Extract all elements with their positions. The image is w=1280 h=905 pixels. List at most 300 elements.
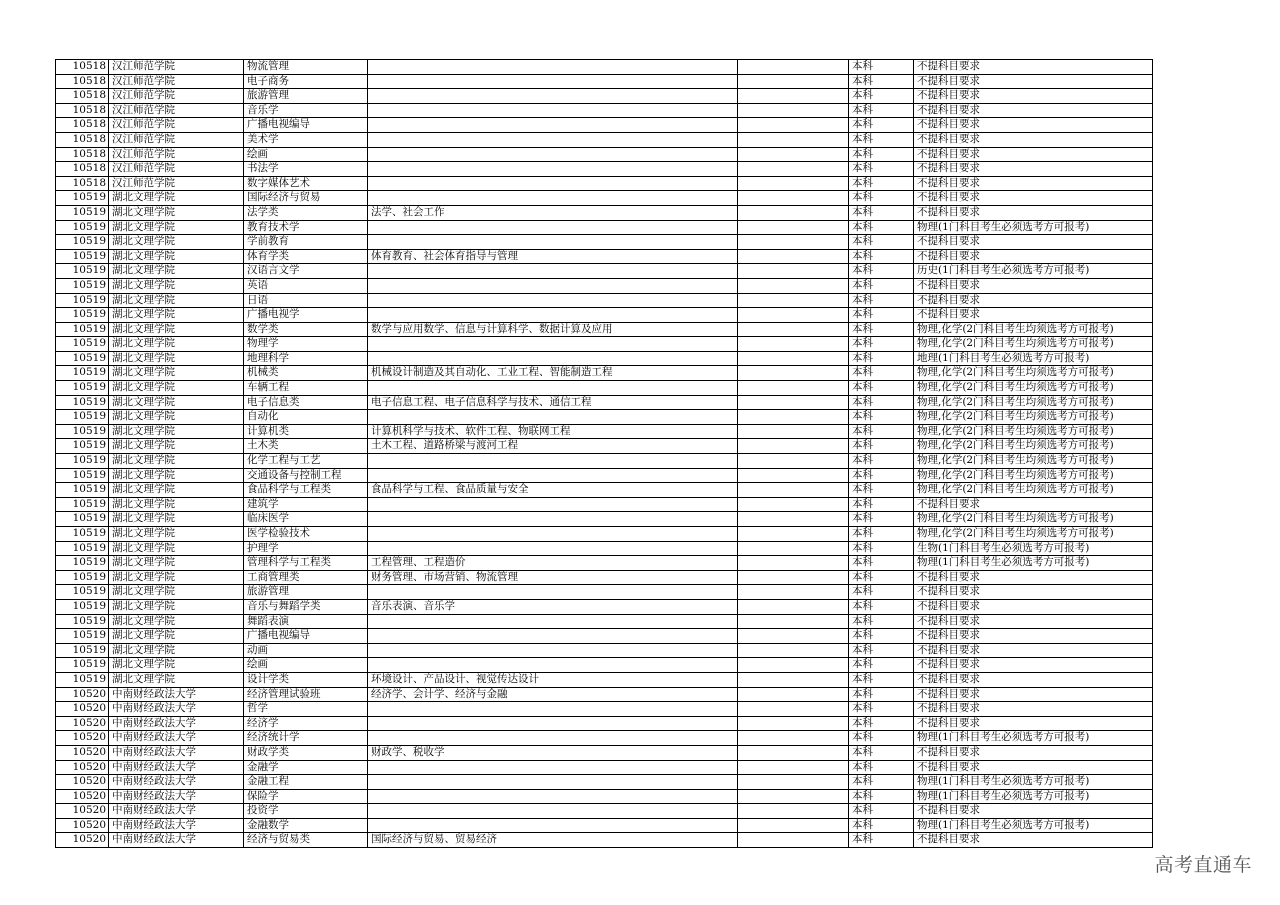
school-code-cell: 10519 (56, 308, 109, 323)
major-name-cell: 交通设备与控制工程 (244, 468, 368, 483)
school-name-cell: 汉江师范学院 (109, 103, 244, 118)
subject-requirement-cell: 不提科目要求 (914, 176, 1153, 191)
school-code-cell: 10519 (56, 658, 109, 673)
note-cell (738, 629, 849, 644)
table-row (56, 570, 1153, 585)
subject-requirement-cell: 物理(1门科目考生必须选考方可报考) (914, 775, 1153, 790)
school-name-cell: 湖北文理学院 (109, 410, 244, 425)
subject-requirement-cell: 不提科目要求 (914, 308, 1153, 323)
note-cell (738, 672, 849, 687)
table-body (56, 60, 1153, 848)
included-majors-cell: 国际经济与贸易、贸易经济 (368, 833, 738, 848)
note-cell (738, 468, 849, 483)
included-majors-cell (368, 337, 738, 352)
subject-requirement-cell: 物理,化学(2门科目考生均须选考方可报考) (914, 366, 1153, 381)
note-cell (738, 833, 849, 848)
level-cell: 本科 (849, 235, 914, 250)
included-majors-cell (368, 220, 738, 235)
table-row (56, 235, 1153, 250)
school-name-cell: 湖北文理学院 (109, 483, 244, 498)
note-cell (738, 789, 849, 804)
table-row (56, 731, 1153, 746)
level-cell: 本科 (849, 599, 914, 614)
school-name-cell: 湖北文理学院 (109, 599, 244, 614)
subject-requirement-cell: 物理,化学(2门科目考生均须选考方可报考) (914, 381, 1153, 396)
included-majors-cell (368, 541, 738, 556)
included-majors-cell (368, 381, 738, 396)
table-row (56, 162, 1153, 177)
subject-requirements-table (55, 59, 1153, 848)
level-cell: 本科 (849, 293, 914, 308)
subject-requirement-cell: 地理(1门科目考生必须选考方可报考) (914, 351, 1153, 366)
school-name-cell: 中南财经政法大学 (109, 760, 244, 775)
major-name-cell: 数学类 (244, 322, 368, 337)
included-majors-cell: 经济学、会计学、经济与金融 (368, 687, 738, 702)
included-majors-cell: 环境设计、产品设计、视觉传达设计 (368, 672, 738, 687)
major-name-cell: 旅游管理 (244, 89, 368, 104)
major-name-cell: 广播电视编导 (244, 118, 368, 133)
included-majors-cell: 数学与应用数学、信息与计算科学、数据计算及应用 (368, 322, 738, 337)
major-name-cell: 教育技术学 (244, 220, 368, 235)
school-name-cell: 中南财经政法大学 (109, 716, 244, 731)
included-majors-cell (368, 147, 738, 162)
table-row (56, 527, 1153, 542)
school-code-cell: 10519 (56, 556, 109, 571)
note-cell (738, 118, 849, 133)
school-name-cell: 汉江师范学院 (109, 176, 244, 191)
table-row (56, 381, 1153, 396)
school-name-cell: 中南财经政法大学 (109, 818, 244, 833)
level-cell: 本科 (849, 278, 914, 293)
included-majors-cell: 体育教育、社会体育指导与管理 (368, 249, 738, 264)
school-name-cell: 湖北文理学院 (109, 570, 244, 585)
school-code-cell: 10519 (56, 483, 109, 498)
school-name-cell: 湖北文理学院 (109, 424, 244, 439)
subject-requirement-cell: 物理(1门科目考生必须选考方可报考) (914, 220, 1153, 235)
school-name-cell: 中南财经政法大学 (109, 804, 244, 819)
included-majors-cell (368, 760, 738, 775)
subject-requirement-cell: 不提科目要求 (914, 74, 1153, 89)
school-code-cell: 10520 (56, 687, 109, 702)
included-majors-cell (368, 410, 738, 425)
school-code-cell: 10519 (56, 381, 109, 396)
level-cell: 本科 (849, 176, 914, 191)
school-name-cell: 汉江师范学院 (109, 60, 244, 75)
note-cell (738, 556, 849, 571)
note-cell (738, 351, 849, 366)
subject-requirement-cell: 不提科目要求 (914, 235, 1153, 250)
included-majors-cell (368, 512, 738, 527)
level-cell: 本科 (849, 497, 914, 512)
level-cell: 本科 (849, 439, 914, 454)
table-row (56, 395, 1153, 410)
major-name-cell: 美术学 (244, 132, 368, 147)
subject-requirement-cell: 不提科目要求 (914, 132, 1153, 147)
included-majors-cell (368, 162, 738, 177)
included-majors-cell (368, 454, 738, 469)
note-cell (738, 191, 849, 206)
note-cell (738, 220, 849, 235)
included-majors-cell (368, 643, 738, 658)
note-cell (738, 147, 849, 162)
subject-requirement-cell: 物理(1门科目考生必须选考方可报考) (914, 789, 1153, 804)
major-name-cell: 数字媒体艺术 (244, 176, 368, 191)
subject-requirement-cell: 不提科目要求 (914, 497, 1153, 512)
included-majors-cell (368, 103, 738, 118)
table-row (56, 702, 1153, 717)
school-code-cell: 10519 (56, 366, 109, 381)
major-name-cell: 经济统计学 (244, 731, 368, 746)
included-majors-cell (368, 804, 738, 819)
major-name-cell: 经济管理试验班 (244, 687, 368, 702)
table-row (56, 103, 1153, 118)
table-row (56, 410, 1153, 425)
note-cell (738, 731, 849, 746)
subject-requirement-cell: 不提科目要求 (914, 205, 1153, 220)
major-name-cell: 广播电视编导 (244, 629, 368, 644)
school-name-cell: 汉江师范学院 (109, 147, 244, 162)
note-cell (738, 483, 849, 498)
included-majors-cell (368, 818, 738, 833)
school-code-cell: 10519 (56, 205, 109, 220)
school-name-cell: 湖北文理学院 (109, 337, 244, 352)
major-name-cell: 日语 (244, 293, 368, 308)
included-majors-cell (368, 351, 738, 366)
note-cell (738, 541, 849, 556)
table-row (56, 745, 1153, 760)
subject-requirement-cell: 不提科目要求 (914, 60, 1153, 75)
included-majors-cell (368, 191, 738, 206)
major-name-cell: 学前教育 (244, 235, 368, 250)
level-cell: 本科 (849, 556, 914, 571)
note-cell (738, 599, 849, 614)
subject-requirement-cell: 不提科目要求 (914, 293, 1153, 308)
note-cell (738, 103, 849, 118)
school-name-cell: 湖北文理学院 (109, 643, 244, 658)
note-cell (738, 424, 849, 439)
major-name-cell: 管理科学与工程类 (244, 556, 368, 571)
table-row (56, 366, 1153, 381)
subject-requirement-cell: 不提科目要求 (914, 585, 1153, 600)
subject-requirement-cell: 不提科目要求 (914, 745, 1153, 760)
school-code-cell: 10518 (56, 74, 109, 89)
major-name-cell: 物理学 (244, 337, 368, 352)
note-cell (738, 381, 849, 396)
table-row (56, 599, 1153, 614)
included-majors-cell (368, 132, 738, 147)
school-name-cell: 汉江师范学院 (109, 118, 244, 133)
subject-requirement-cell: 历史(1门科目考生必须选考方可报考) (914, 264, 1153, 279)
school-code-cell: 10519 (56, 629, 109, 644)
table-row (56, 191, 1153, 206)
note-cell (738, 497, 849, 512)
level-cell: 本科 (849, 308, 914, 323)
major-name-cell: 哲学 (244, 702, 368, 717)
school-code-cell: 10520 (56, 731, 109, 746)
level-cell: 本科 (849, 147, 914, 162)
included-majors-cell (368, 629, 738, 644)
school-code-cell: 10519 (56, 322, 109, 337)
table-row (56, 585, 1153, 600)
school-code-cell: 10519 (56, 264, 109, 279)
included-majors-cell (368, 775, 738, 790)
note-cell (738, 410, 849, 425)
school-code-cell: 10520 (56, 716, 109, 731)
school-name-cell: 湖北文理学院 (109, 629, 244, 644)
school-code-cell: 10519 (56, 235, 109, 250)
school-name-cell: 汉江师范学院 (109, 74, 244, 89)
major-name-cell: 食品科学与工程类 (244, 483, 368, 498)
note-cell (738, 570, 849, 585)
included-majors-cell: 财务管理、市场营销、物流管理 (368, 570, 738, 585)
level-cell: 本科 (849, 205, 914, 220)
subject-requirement-cell: 不提科目要求 (914, 643, 1153, 658)
level-cell: 本科 (849, 833, 914, 848)
table-row (56, 818, 1153, 833)
included-majors-cell (368, 74, 738, 89)
table-row (56, 132, 1153, 147)
school-code-cell: 10520 (56, 804, 109, 819)
major-name-cell: 经济与贸易类 (244, 833, 368, 848)
table-row (56, 424, 1153, 439)
table-row (56, 220, 1153, 235)
school-code-cell: 10520 (56, 789, 109, 804)
major-name-cell: 保险学 (244, 789, 368, 804)
table-row (56, 439, 1153, 454)
table-row (56, 89, 1153, 104)
subject-requirement-cell: 不提科目要求 (914, 658, 1153, 673)
subject-requirement-cell: 不提科目要求 (914, 162, 1153, 177)
school-code-cell: 10518 (56, 176, 109, 191)
note-cell (738, 804, 849, 819)
level-cell: 本科 (849, 789, 914, 804)
included-majors-cell (368, 308, 738, 323)
level-cell: 本科 (849, 658, 914, 673)
note-cell (738, 716, 849, 731)
subject-requirement-cell: 物理,化学(2门科目考生均须选考方可报考) (914, 337, 1153, 352)
subject-requirement-cell: 不提科目要求 (914, 103, 1153, 118)
table-row (56, 322, 1153, 337)
school-name-cell: 中南财经政法大学 (109, 687, 244, 702)
table-row (56, 512, 1153, 527)
subject-requirement-cell: 物理,化学(2门科目考生均须选考方可报考) (914, 395, 1153, 410)
note-cell (738, 366, 849, 381)
school-name-cell: 汉江师范学院 (109, 162, 244, 177)
table-row (56, 205, 1153, 220)
school-name-cell: 湖北文理学院 (109, 527, 244, 542)
table-row (56, 74, 1153, 89)
note-cell (738, 687, 849, 702)
level-cell: 本科 (849, 483, 914, 498)
table-row (56, 468, 1153, 483)
table-row (56, 147, 1153, 162)
level-cell: 本科 (849, 629, 914, 644)
included-majors-cell: 音乐表演、音乐学 (368, 599, 738, 614)
subject-requirement-cell: 不提科目要求 (914, 599, 1153, 614)
level-cell: 本科 (849, 103, 914, 118)
table-row (56, 687, 1153, 702)
major-name-cell: 电子商务 (244, 74, 368, 89)
school-code-cell: 10520 (56, 818, 109, 833)
note-cell (738, 585, 849, 600)
note-cell (738, 235, 849, 250)
school-name-cell: 中南财经政法大学 (109, 702, 244, 717)
level-cell: 本科 (849, 614, 914, 629)
major-name-cell: 护理学 (244, 541, 368, 556)
school-code-cell: 10519 (56, 672, 109, 687)
level-cell: 本科 (849, 337, 914, 352)
major-name-cell: 法学类 (244, 205, 368, 220)
major-name-cell: 绘画 (244, 147, 368, 162)
included-majors-cell (368, 278, 738, 293)
subject-requirement-cell: 物理,化学(2门科目考生均须选考方可报考) (914, 454, 1153, 469)
table-row (56, 497, 1153, 512)
subject-requirement-cell: 不提科目要求 (914, 570, 1153, 585)
included-majors-cell (368, 264, 738, 279)
subject-requirement-cell: 物理,化学(2门科目考生均须选考方可报考) (914, 483, 1153, 498)
note-cell (738, 614, 849, 629)
school-code-cell: 10519 (56, 439, 109, 454)
note-cell (738, 745, 849, 760)
note-cell (738, 162, 849, 177)
included-majors-cell (368, 176, 738, 191)
included-majors-cell (368, 89, 738, 104)
included-majors-cell (368, 235, 738, 250)
school-name-cell: 汉江师范学院 (109, 132, 244, 147)
subject-requirement-cell: 不提科目要求 (914, 118, 1153, 133)
note-cell (738, 132, 849, 147)
major-name-cell: 投资学 (244, 804, 368, 819)
subject-requirement-cell: 物理(1门科目考生必须选考方可报考) (914, 556, 1153, 571)
level-cell: 本科 (849, 322, 914, 337)
note-cell (738, 775, 849, 790)
table-row (56, 789, 1153, 804)
school-code-cell: 10519 (56, 293, 109, 308)
school-code-cell: 10519 (56, 337, 109, 352)
school-name-cell: 湖北文理学院 (109, 556, 244, 571)
school-code-cell: 10518 (56, 147, 109, 162)
table-row (56, 643, 1153, 658)
school-name-cell: 湖北文理学院 (109, 468, 244, 483)
school-code-cell: 10519 (56, 424, 109, 439)
note-cell (738, 395, 849, 410)
school-name-cell: 湖北文理学院 (109, 191, 244, 206)
included-majors-cell (368, 731, 738, 746)
note-cell (738, 89, 849, 104)
level-cell: 本科 (849, 89, 914, 104)
table-row (56, 249, 1153, 264)
school-code-cell: 10519 (56, 614, 109, 629)
subject-requirement-cell: 不提科目要求 (914, 191, 1153, 206)
note-cell (738, 278, 849, 293)
major-name-cell: 旅游管理 (244, 585, 368, 600)
school-code-cell: 10519 (56, 527, 109, 542)
level-cell: 本科 (849, 264, 914, 279)
subject-requirement-cell: 不提科目要求 (914, 89, 1153, 104)
included-majors-cell: 电子信息工程、电子信息科学与技术、通信工程 (368, 395, 738, 410)
subject-requirement-cell: 物理(1门科目考生必须选考方可报考) (914, 818, 1153, 833)
watermark-text: 高考直通车 (1154, 854, 1252, 876)
school-name-cell: 湖北文理学院 (109, 512, 244, 527)
table-row (56, 804, 1153, 819)
school-code-cell: 10520 (56, 702, 109, 717)
major-name-cell: 舞蹈表演 (244, 614, 368, 629)
subject-requirement-cell: 生物(1门科目考生必须选考方可报考) (914, 541, 1153, 556)
note-cell (738, 60, 849, 75)
school-code-cell: 10518 (56, 132, 109, 147)
note-cell (738, 439, 849, 454)
school-code-cell: 10519 (56, 512, 109, 527)
school-code-cell: 10518 (56, 103, 109, 118)
school-name-cell: 中南财经政法大学 (109, 731, 244, 746)
school-code-cell: 10519 (56, 599, 109, 614)
major-name-cell: 音乐与舞蹈学类 (244, 599, 368, 614)
school-name-cell: 湖北文理学院 (109, 220, 244, 235)
subject-requirement-cell: 物理,化学(2门科目考生均须选考方可报考) (914, 512, 1153, 527)
level-cell: 本科 (849, 541, 914, 556)
major-name-cell: 计算机类 (244, 424, 368, 439)
level-cell: 本科 (849, 162, 914, 177)
level-cell: 本科 (849, 527, 914, 542)
subject-requirement-cell: 物理,化学(2门科目考生均须选考方可报考) (914, 322, 1153, 337)
level-cell: 本科 (849, 132, 914, 147)
school-code-cell: 10519 (56, 351, 109, 366)
major-name-cell: 工商管理类 (244, 570, 368, 585)
subject-requirement-cell: 不提科目要求 (914, 629, 1153, 644)
note-cell (738, 760, 849, 775)
level-cell: 本科 (849, 395, 914, 410)
table-row (56, 176, 1153, 191)
level-cell: 本科 (849, 424, 914, 439)
school-name-cell: 湖北文理学院 (109, 322, 244, 337)
note-cell (738, 249, 849, 264)
school-code-cell: 10519 (56, 249, 109, 264)
level-cell: 本科 (849, 585, 914, 600)
subject-requirement-cell: 不提科目要求 (914, 278, 1153, 293)
school-code-cell: 10519 (56, 643, 109, 658)
level-cell: 本科 (849, 716, 914, 731)
included-majors-cell: 土木工程、道路桥梁与渡河工程 (368, 439, 738, 454)
table-row (56, 351, 1153, 366)
included-majors-cell: 法学、社会工作 (368, 205, 738, 220)
school-name-cell: 湖北文理学院 (109, 293, 244, 308)
school-name-cell: 湖北文理学院 (109, 672, 244, 687)
school-code-cell: 10520 (56, 775, 109, 790)
subject-requirement-cell: 物理,化学(2门科目考生均须选考方可报考) (914, 424, 1153, 439)
level-cell: 本科 (849, 60, 914, 75)
major-name-cell: 机械类 (244, 366, 368, 381)
school-code-cell: 10519 (56, 468, 109, 483)
included-majors-cell (368, 658, 738, 673)
major-name-cell: 土木类 (244, 439, 368, 454)
included-majors-cell (368, 585, 738, 600)
table-row (56, 541, 1153, 556)
table-row (56, 629, 1153, 644)
level-cell: 本科 (849, 512, 914, 527)
note-cell (738, 454, 849, 469)
note-cell (738, 512, 849, 527)
school-code-cell: 10519 (56, 585, 109, 600)
school-name-cell: 湖北文理学院 (109, 205, 244, 220)
subject-requirement-cell: 物理,化学(2门科目考生均须选考方可报考) (914, 439, 1153, 454)
included-majors-cell (368, 497, 738, 512)
school-code-cell: 10519 (56, 497, 109, 512)
level-cell: 本科 (849, 74, 914, 89)
table-row (56, 483, 1153, 498)
school-name-cell: 湖北文理学院 (109, 264, 244, 279)
level-cell: 本科 (849, 702, 914, 717)
level-cell: 本科 (849, 804, 914, 819)
